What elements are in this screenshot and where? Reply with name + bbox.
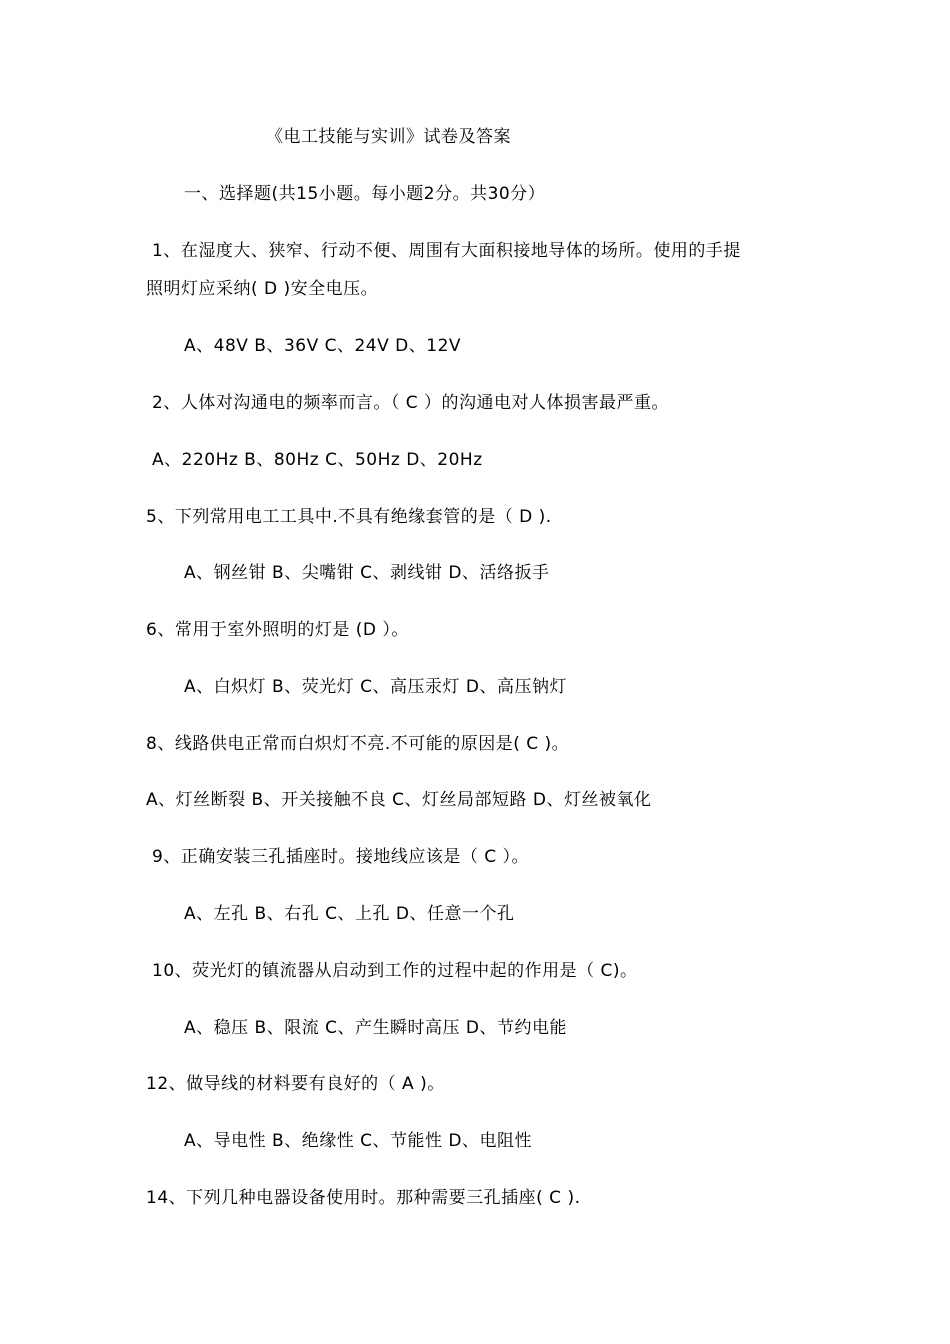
question-9: 9、正确安装三孔插座时。接地线应该是（ C ）。 bbox=[152, 847, 529, 867]
question-5: 5、下列常用电工工具中.不具有绝缘套管的是（ D ). bbox=[146, 507, 552, 527]
question-6-options: A、白炽灯 B、荧光灯 C、高压汞灯 D、高压钠灯 bbox=[184, 677, 567, 697]
question-12-options: A、导电性 B、绝缘性 C、节能性 D、电阻性 bbox=[184, 1131, 532, 1151]
question-14: 14、下列几种电器设备使用时。那种需要三孔插座( C ). bbox=[146, 1188, 581, 1208]
question-12: 12、做导线的材料要有良好的（ A )。 bbox=[146, 1074, 445, 1094]
section-heading: 一、选择题(共15小题。每小题2分。共30分） bbox=[184, 184, 546, 204]
question-9-options: A、左孔 B、右孔 C、上孔 D、任意一个孔 bbox=[184, 904, 515, 924]
question-10-options: A、稳压 B、限流 C、产生瞬时高压 D、节约电能 bbox=[184, 1018, 567, 1038]
question-1-options: A、48V B、36V C、24V D、12V bbox=[184, 336, 462, 356]
question-10: 10、荧光灯的镇流器从启动到工作的过程中起的作用是（ C)。 bbox=[152, 961, 638, 981]
question-1-line-2: 照明灯应采纳( D )安全电压。 bbox=[146, 279, 379, 299]
question-1-line-1: 1、在湿度大、狭窄、行动不便、周围有大面积接地导体的场所。使用的手提 bbox=[152, 241, 741, 261]
question-6: 6、常用于室外照明的灯是 (D ）。 bbox=[146, 620, 409, 640]
question-8: 8、线路供电正常而白炽灯不亮.不可能的原因是( C )。 bbox=[146, 734, 570, 754]
question-2: 2、人体对沟通电的频率而言。（ C ）的沟通电对人体损害最严重。 bbox=[152, 393, 669, 413]
question-2-options: A、220Hz B、80Hz C、50Hz D、20Hz bbox=[152, 450, 483, 470]
question-5-options: A、钢丝钳 B、尖嘴钳 C、剥线钳 D、活络扳手 bbox=[184, 563, 550, 583]
question-8-options: A、灯丝断裂 B、开关接触不良 C、灯丝局部短路 D、灯丝被氧化 bbox=[146, 790, 652, 810]
document-title: 《电工技能与实训》试卷及答案 bbox=[266, 127, 511, 147]
